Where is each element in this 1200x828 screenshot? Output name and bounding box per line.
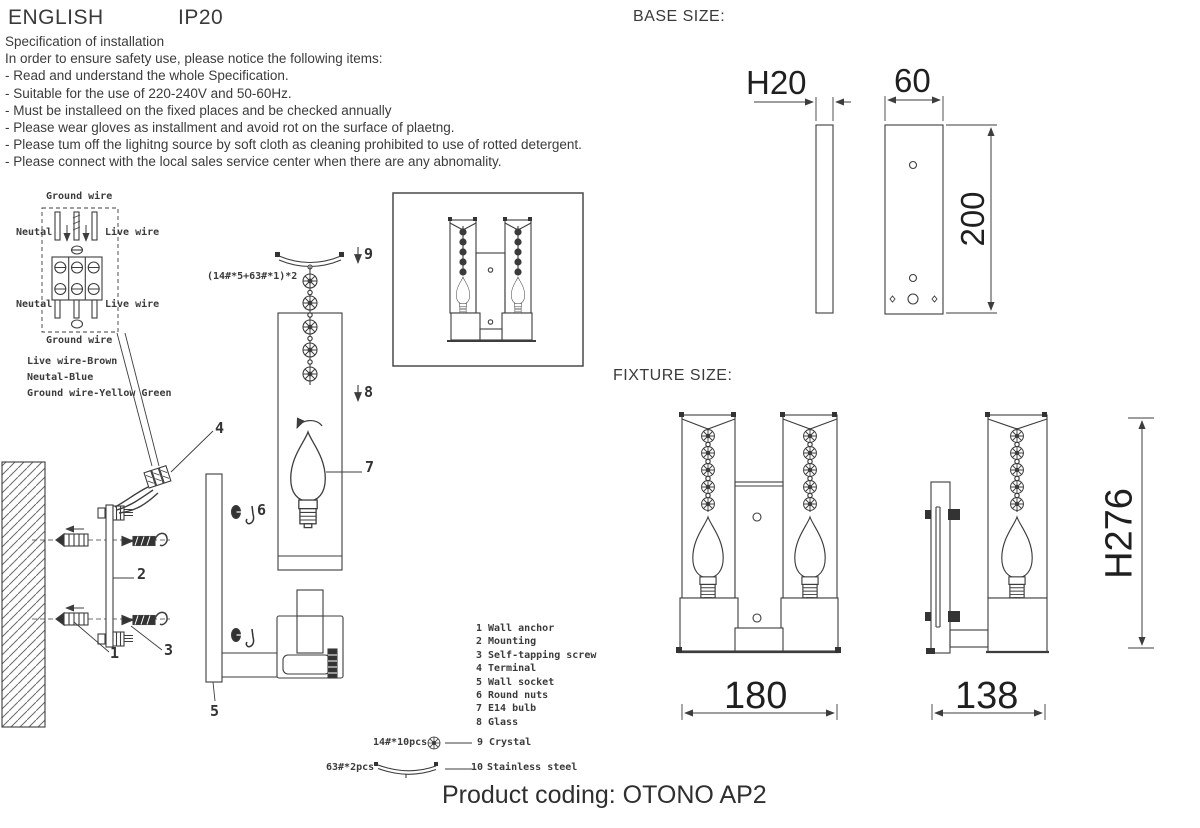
parts-row: 3 Self-tapping screw	[476, 649, 597, 661]
parts-row: 1 Wall anchor	[476, 623, 555, 634]
spec-item: - Must be installeed on the fixed places and be checked annually	[5, 102, 392, 118]
wiring-neutral-top: Neutal	[16, 227, 53, 238]
callout-8: 8	[364, 383, 374, 401]
wiring-legend-neutral: Neutal-Blue	[27, 372, 94, 383]
base-size-title: BASE SIZE:	[633, 8, 726, 25]
dim-base-height: 200	[954, 191, 991, 247]
round-nut-hook-bottom	[232, 629, 254, 647]
spec-item: - Read and understand the whole Specification.	[5, 68, 289, 84]
ip-rating: IP20	[178, 6, 224, 29]
parts-row: 6 Round nuts	[476, 689, 549, 701]
screw-top	[122, 533, 167, 545]
terminal-wires	[115, 487, 158, 513]
wall-section	[2, 462, 45, 727]
spec-intro: In order to ensure safety use, please notice the following items:	[5, 51, 383, 67]
wiring-ground-top: Ground wire	[46, 191, 113, 202]
parts-row-crystal: 9 Crystal	[477, 737, 532, 748]
parts-row: 2 Mounting	[476, 636, 537, 648]
spec-item: - Please connect with the local sales service center when there are any abnomality.	[5, 154, 502, 170]
callout-7: 7	[365, 458, 375, 476]
dim-fixture-depth: 138	[955, 675, 1019, 717]
parts-row: 4 Terminal	[476, 663, 537, 675]
wiring-live-bottom: Live wire	[105, 299, 160, 310]
parts-row-steel: 10 Stainless steel	[471, 762, 578, 773]
wiring-legend-live: Live wire-Brown	[27, 356, 118, 367]
fixture-front-view	[676, 412, 841, 720]
dim-base-thickness: H20	[746, 64, 807, 101]
wiring-legend-ground: Ground wire-Yellow Green	[27, 388, 172, 399]
callout-2: 2	[137, 565, 147, 583]
spec-title: Specification of installation	[5, 34, 165, 49]
dim-fixture-height: H276	[1098, 488, 1141, 579]
language-title: ENGLISH	[8, 6, 104, 29]
fixture-size-title: FIXTURE SIZE:	[613, 367, 733, 384]
wiring-live-top: Live wire	[105, 227, 160, 238]
wiring-neutral-bottom: Neutal	[16, 299, 53, 310]
round-nut-hook-top	[232, 506, 254, 524]
callout-5: 5	[210, 702, 220, 720]
crystal-strand-assembly	[275, 247, 358, 385]
parts-row: 5 Wall socket	[476, 676, 555, 688]
wiring-ground-bottom: Ground wire	[46, 335, 113, 346]
spec-item: - Please tum off the lighitng source by soft cloth as cleaning prohibited to use of rotted detergent.	[5, 137, 582, 153]
dim-base-width: 60	[894, 62, 931, 99]
callout-1: 1	[110, 644, 120, 662]
callout-6: 6	[257, 501, 267, 519]
product-coding: Product coding: OTONO AP2	[442, 781, 767, 809]
callout-4: 4	[215, 419, 225, 437]
callout-9: 9	[364, 245, 374, 263]
terminal-block	[144, 431, 213, 488]
glass-tube	[278, 313, 358, 570]
screw-bottom	[122, 612, 167, 624]
spec-item: - Suitable for the use of 220-240V and 50-60Hz.	[5, 85, 292, 101]
spec-text-block	[5, 33, 582, 171]
dim-fixture-width: 180	[724, 675, 788, 717]
steel-qty: 63#*2pcs	[326, 762, 375, 773]
parts-row: 7 E14 bulb	[476, 703, 537, 715]
spec-item: - Please wear gloves as installment and avoid rot on the surface of plaetng.	[5, 119, 455, 135]
callout-3: 3	[164, 641, 174, 659]
e14-bulb-assembly	[291, 432, 362, 528]
inset-overview-box	[393, 193, 583, 366]
parts-row: 8 Glass	[476, 716, 519, 728]
wall-socket-plate	[206, 474, 222, 701]
crystal-qty: 14#*10pcs	[373, 737, 428, 748]
mounting-bar	[98, 505, 133, 647]
parts-list	[476, 622, 596, 729]
crystal-formula: (14#*5+63#*1)*2	[207, 271, 298, 282]
